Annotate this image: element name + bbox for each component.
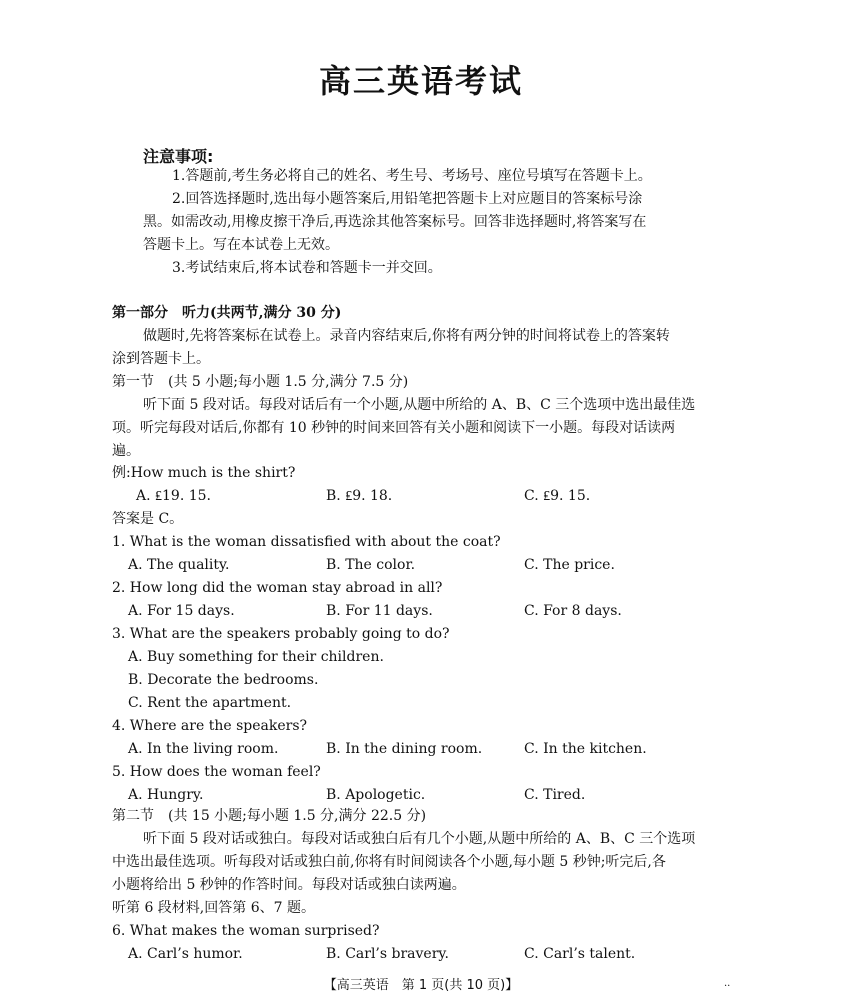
section1-intro-b: 项。听完每段对话后,你都有 10 秒钟的时间来回答有关小题和阅读下一小题。每段对话读两 — [112, 420, 676, 436]
notice-line-1: 1.答题前,考生务必将自己的姓名、考生号、考场号、座位号填写在答题卡上。 — [172, 168, 652, 184]
q3-option-c: C. Rent the apartment. — [128, 695, 292, 711]
part1-intro-a: 做题时,先将答案标在试卷上。录音内容结束后,你将有两分钟的时间将试卷上的答案转 — [143, 328, 670, 344]
section2-intro-c: 小题将给出 5 秒钟的作答时间。每段对话或独白读两遍。 — [112, 877, 466, 893]
example-option-b: B. ₤9. 18. — [326, 488, 393, 504]
q1-option-b: B. The color. — [326, 557, 416, 573]
question-3: 3. What are the speakers probably going to do? — [112, 626, 450, 642]
q2-option-a: A. For 15 days. — [128, 603, 235, 619]
page-footer: 【高三英语 第 1 页(共 10 页)】 — [323, 978, 519, 993]
section2-intro-a: 听下面 5 段对话或独白。每段对话或独白后有几个小题,从题中所给的 A、B、C 三个选项 — [143, 831, 696, 847]
q4-option-c: C. In the kitchen. — [524, 741, 647, 757]
q3-option-b: B. Decorate the bedrooms. — [128, 672, 319, 688]
q6-option-a: A. Carl’s humor. — [128, 946, 243, 962]
example-option-c: C. ₤9. 15. — [524, 488, 591, 504]
example-question: 例:How much is the shirt? — [112, 465, 296, 481]
question-6: 6. What makes the woman surprised? — [112, 923, 380, 939]
q6-option-c: C. Carl’s talent. — [524, 946, 636, 962]
q1-option-a: A. The quality. — [128, 557, 230, 573]
question-4: 4. Where are the speakers? — [112, 718, 308, 734]
notice-line-2c: 答题卡上。写在本试卷上无效。 — [143, 237, 339, 253]
part1-intro-b: 涂到答题卡上。 — [112, 351, 210, 367]
section1-intro-a: 听下面 5 段对话。每段对话后有一个小题,从题中所给的 A、B、C 三个选项中选出最佳选 — [143, 397, 696, 413]
example-option-a: A. ₤19. 15. — [136, 488, 211, 504]
question-1: 1. What is the woman dissatisfied with about the coat? — [112, 534, 501, 550]
q5-option-c: C. Tired. — [524, 787, 586, 803]
notice-line-2a: 2.回答选择题时,选出每小题答案后,用铅笔把答题卡上对应题目的答案标号涂 — [172, 191, 643, 207]
section1-intro-c: 遍。 — [112, 443, 140, 459]
notice-line-3: 3.考试结束后,将本试卷和答题卡一并交回。 — [172, 260, 442, 276]
q1-option-c: C. The price. — [524, 557, 615, 573]
notice-heading: 注意事项: — [143, 147, 214, 166]
q4-option-b: B. In the dining room. — [326, 741, 483, 757]
q2-option-b: B. For 11 days. — [326, 603, 433, 619]
q5-option-b: B. Apologetic. — [326, 787, 426, 803]
q3-option-a: A. Buy something for their children. — [128, 649, 384, 665]
section1-heading: 第一节 (共 5 小题;每小题 1.5 分,满分 7.5 分) — [112, 374, 409, 390]
q6-option-b: B. Carl’s bravery. — [326, 946, 449, 962]
section2-intro-b: 中选出最佳选项。听每段对话或独白前,你将有时间阅读各个小题,每小题 5 秒钟;听完后,各 — [112, 854, 666, 870]
q5-option-a: A. Hungry. — [128, 787, 204, 803]
q4-option-a: A. In the living room. — [128, 741, 279, 757]
exam-title: 高三英语考试 — [318, 62, 523, 100]
section2-heading: 第二节 (共 15 小题;每小题 1.5 分,满分 22.5 分) — [112, 808, 427, 824]
q2-option-c: C. For 8 days. — [524, 603, 622, 619]
question-2: 2. How long did the woman stay abroad in all? — [112, 580, 443, 596]
example-answer: 答案是 C。 — [112, 511, 184, 527]
question-5: 5. How does the woman feel? — [112, 764, 321, 780]
section2-material: 听第 6 段材料,回答第 6、7 题。 — [112, 900, 315, 916]
notice-line-2b: 黑。如需改动,用橡皮擦干净后,再选涂其他答案标号。回答非选择题时,将答案写在 — [143, 214, 647, 230]
corner-mark: .. — [724, 978, 731, 989]
part1-heading: 第一部分 听力(共两节,满分 30 分) — [112, 305, 342, 321]
